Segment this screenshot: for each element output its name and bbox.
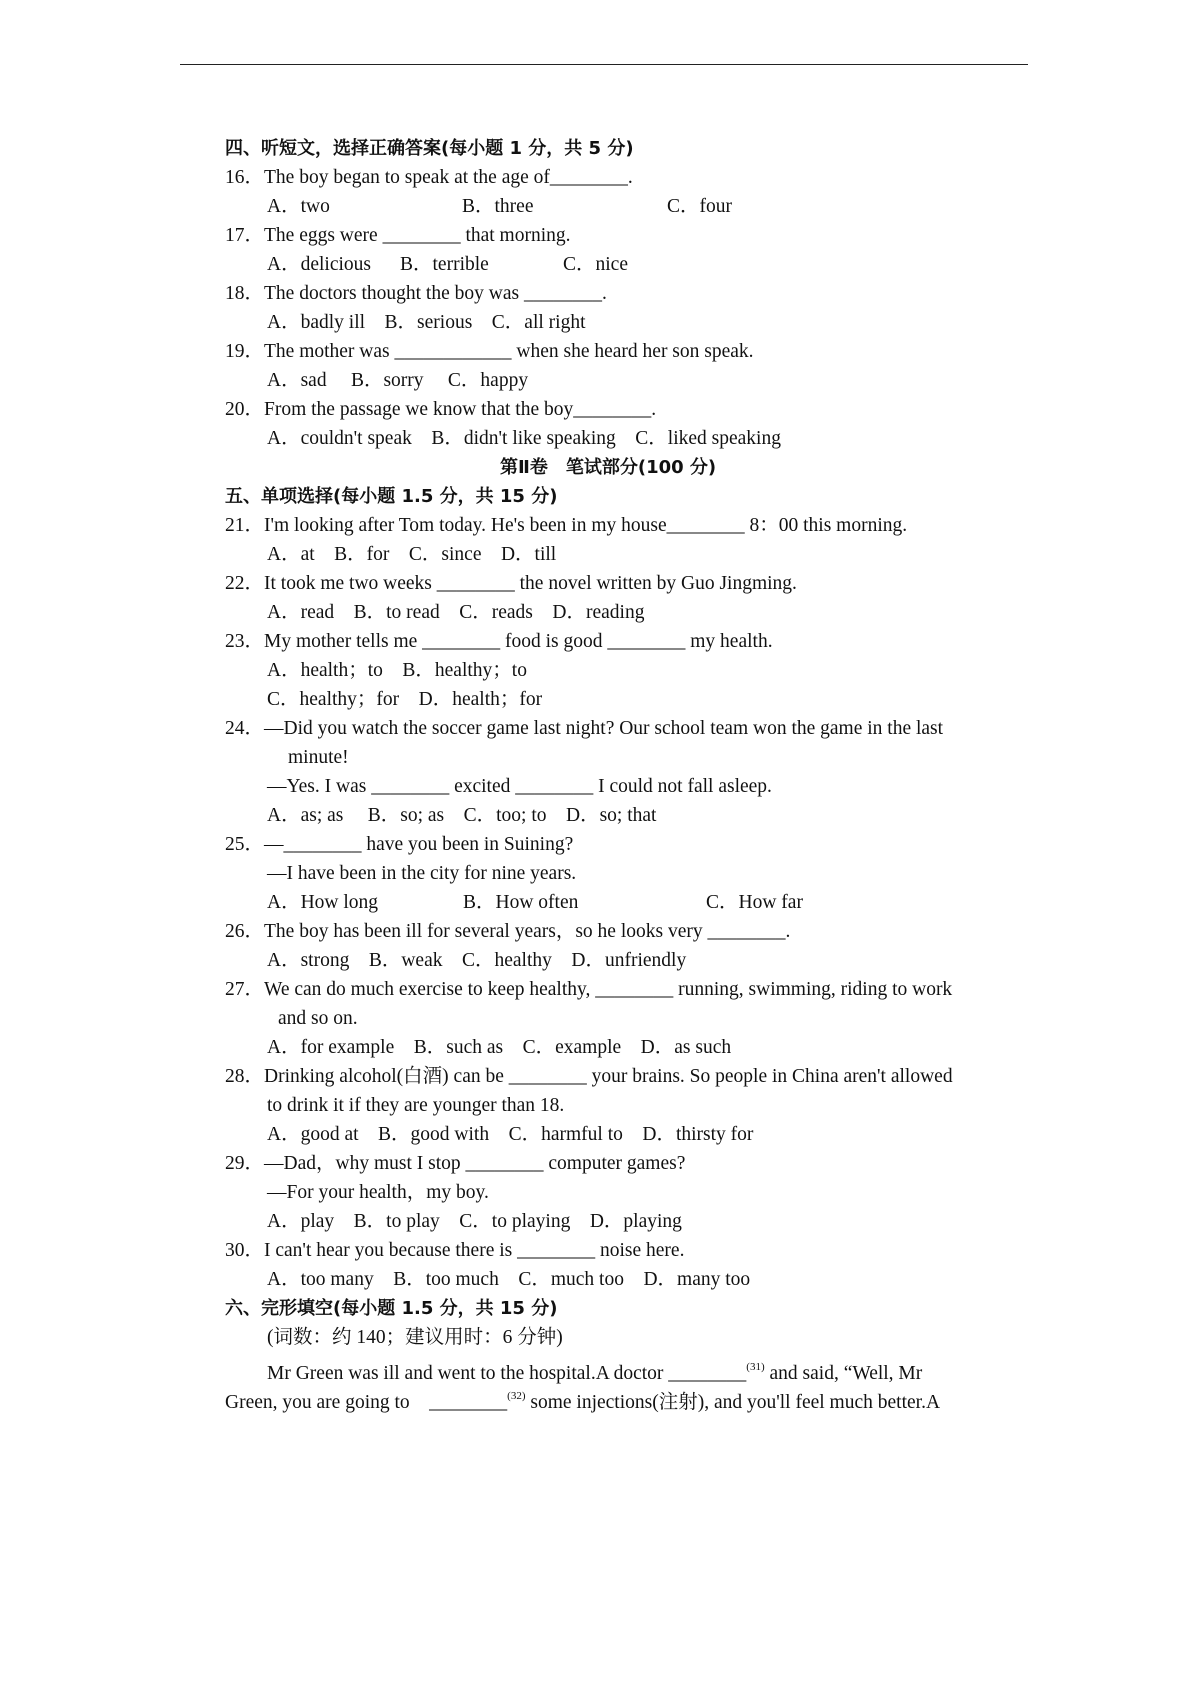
question-25-reply: —I have been in the city for nine years.	[267, 863, 577, 884]
question-24: 24．—Did you watch the soccer game last night? Our school team won the game in the last	[225, 718, 944, 739]
q22-options: A．read B．to read C．reads D．reading	[267, 602, 645, 623]
q26-options: A．strong B．weak C．healthy D．unfriendly	[267, 950, 687, 971]
option-a: A．How long	[267, 892, 379, 913]
q21-options: A．at B．for C．since D．till	[267, 544, 557, 565]
q23-options-1: A．health；to B．healthy；to	[267, 660, 527, 681]
question-26: 26．The boy has been ill for several years，so he looks very ________.	[225, 921, 791, 942]
question-23: 23．My mother tells me ________ food is good ________ my health.	[225, 631, 773, 652]
option-b: B．three	[462, 196, 534, 217]
cloze-text: Green, you are going to ________	[225, 1392, 508, 1413]
q28-options: A．good at B．good with C．harmful to D．thirsty for	[267, 1124, 754, 1145]
option-c: C．nice	[563, 254, 628, 275]
part-2-title: 第Ⅱ卷 笔试部分(100 分)	[500, 457, 717, 478]
cloze-line-1	[267, 1355, 922, 1386]
cloze-text: Mr Green was ill and went to the hospital.A doctor ________	[267, 1363, 747, 1384]
option-b: B．How often	[463, 892, 579, 913]
q18-options: A．badly ill B．serious C．all right	[267, 312, 586, 333]
question-29-reply: —For your health，my boy.	[267, 1182, 489, 1203]
question-24-cont: minute!	[288, 747, 349, 768]
question-21: 21．I'm looking after Tom today. He's been in my house________ 8：00 this morning.	[225, 515, 908, 536]
q30-options: A．too many B．too much C．much too D．many too	[267, 1269, 751, 1290]
question-27-cont: and so on.	[278, 1008, 358, 1029]
q27-options: A．for example B．such as C．example D．as such	[267, 1037, 732, 1058]
question-17: 17．The eggs were ________ that morning.	[225, 225, 571, 246]
blank-31-number: (31)	[746, 1361, 765, 1373]
question-25: 25．—________ have you been in Suining?	[225, 834, 574, 855]
q29-options: A．play B．to play C．to playing D．playing	[267, 1211, 682, 1232]
q23-options-2: C．healthy；for D．health；for	[267, 689, 543, 710]
question-29: 29．—Dad，why must I stop ________ computer games?	[225, 1153, 686, 1174]
section-4-title: 四、听短文，选择正确答案(每小题 1 分，共 5 分)	[225, 138, 634, 159]
cloze-line-2	[225, 1384, 940, 1415]
question-18: 18．The doctors thought the boy was ________.	[225, 283, 607, 304]
question-19: 19．The mother was ____________ when she heard her son speak.	[225, 341, 754, 362]
question-22: 22．It took me two weeks ________ the novel written by Guo Jingming.	[225, 573, 797, 594]
q16-options	[267, 195, 732, 219]
q19-options: A．sad B．sorry C．happy	[267, 370, 529, 391]
q20-options: A．couldn't speak B．didn't like speaking C．liked speaking	[267, 428, 781, 449]
cloze-text: and said, “Well, Mr	[764, 1363, 923, 1384]
section-6-note: (词数：约 140；建议用时：6 分钟)	[267, 1327, 563, 1348]
question-30: 30．I can't hear you because there is ________ noise here.	[225, 1240, 685, 1261]
q25-options	[267, 891, 803, 915]
option-a: A．two	[267, 196, 330, 217]
q17-options	[267, 253, 628, 277]
question-27: 27．We can do much exercise to keep healthy, ________ running, swimming, riding to work	[225, 979, 953, 1000]
option-b: B．terrible	[400, 254, 489, 275]
question-28-cont: to drink it if they are younger than 18.	[267, 1095, 565, 1116]
section-5-title: 五、单项选择(每小题 1.5 分，共 15 分)	[225, 486, 558, 507]
option-c: C．How far	[706, 892, 803, 913]
option-c: C．four	[667, 196, 732, 217]
q24-options: A．as; as B．so; as C．too; to D．so; that	[267, 805, 657, 826]
option-a: A．delicious	[267, 254, 371, 275]
section-6-title: 六、完形填空(每小题 1.5 分，共 15 分)	[225, 1298, 558, 1319]
question-28: 28．Drinking alcohol(白酒) can be ________ your brains. So people in China aren't allowed	[225, 1066, 953, 1087]
blank-32-number: (32)	[507, 1390, 526, 1402]
top-rule	[180, 64, 1028, 65]
cloze-text: some injections(注射), and you'll feel much better.A	[525, 1392, 941, 1413]
question-20: 20．From the passage we know that the boy________.	[225, 399, 657, 420]
question-24-reply: —Yes. I was ________ excited ________ I could not fall asleep.	[267, 776, 772, 797]
question-16: 16．The boy began to speak at the age of________.	[225, 167, 633, 188]
